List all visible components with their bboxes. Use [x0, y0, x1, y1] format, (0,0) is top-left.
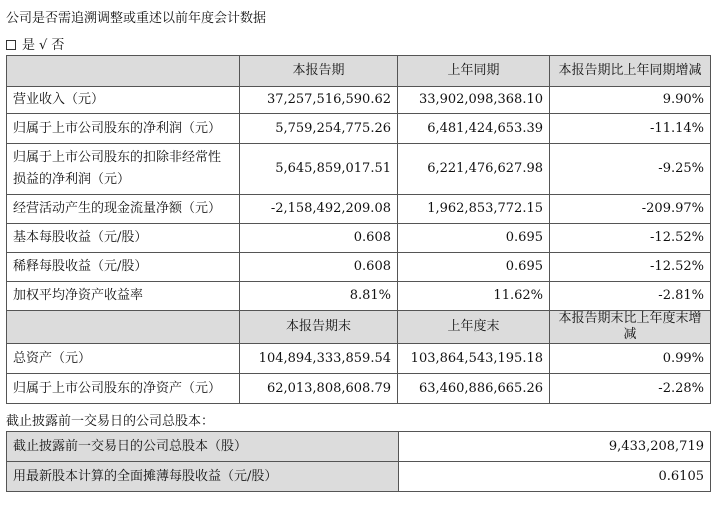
cell-value: 0.99% [550, 344, 711, 374]
cell-value: 0.608 [240, 253, 398, 282]
cell-value: -12.52% [550, 224, 711, 253]
option-no-label: 否 [51, 38, 65, 53]
table-row [7, 87, 711, 114]
cell-value: 6,221,476,627.98 [398, 144, 550, 195]
header-cell: 本报告期末比上年度末增减 [550, 311, 711, 344]
check-mark-icon: √ [39, 38, 48, 53]
restatement-question: 公司是否需追溯调整或重述以前年度会计数据 [6, 11, 267, 26]
row-label: 营业收入（元） [7, 87, 240, 114]
table-row [7, 374, 711, 404]
cell-value: 103,864,543,195.18 [398, 344, 550, 374]
header-cell: 本报告期 [240, 56, 398, 87]
cell-value: 6,481,424,653.39 [398, 114, 550, 144]
row-label: 归属于上市公司股东的净利润（元） [7, 114, 240, 144]
cell-value: 1,962,853,772.15 [398, 195, 550, 224]
restatement-options [6, 34, 64, 53]
table-row [7, 195, 711, 224]
table-row [7, 253, 711, 282]
cell-value: 0.695 [398, 224, 550, 253]
row-label: 归属于上市公司股东的扣除非经常性损益的净利润（元） [7, 144, 240, 195]
option-yes-label: 是 [22, 38, 36, 53]
header-cell [7, 56, 240, 87]
checkbox-icon [6, 40, 16, 50]
table-row [7, 344, 711, 374]
header-cell: 上年度末 [398, 311, 550, 344]
table-row [7, 432, 711, 462]
table-row [7, 462, 711, 492]
cell-value: 0.695 [398, 253, 550, 282]
table-row [7, 114, 711, 144]
cell-value: -2.28% [550, 374, 711, 404]
share-capital-caption: 截止披露前一交易日的公司总股本： [6, 414, 215, 429]
header-cell [7, 311, 240, 344]
cell-value: -2.81% [550, 282, 711, 311]
table-row [7, 282, 711, 311]
cell-value: 9,433,208,719 [399, 432, 711, 462]
row-label: 用最新股本计算的全面摊薄每股收益（元/股） [7, 462, 399, 492]
table-header-row [7, 56, 711, 87]
table-row [7, 224, 711, 253]
cell-value: 0.6105 [399, 462, 711, 492]
row-label: 经营活动产生的现金流量净额（元） [7, 195, 240, 224]
row-label: 总资产（元） [7, 344, 240, 374]
cell-value: 63,460,886,665.26 [398, 374, 550, 404]
cell-value: 62,013,808,608.79 [240, 374, 398, 404]
cell-value: 5,645,859,017.51 [240, 144, 398, 195]
cell-value: 8.81% [240, 282, 398, 311]
cell-value: -2,158,492,209.08 [240, 195, 398, 224]
cell-value: -9.25% [550, 144, 711, 195]
cell-value: 37,257,516,590.62 [240, 87, 398, 114]
row-label: 稀释每股收益（元/股） [7, 253, 240, 282]
cell-value: 5,759,254,775.26 [240, 114, 398, 144]
header-cell: 上年同期 [398, 56, 550, 87]
key-financials-table [6, 55, 711, 404]
share-capital-table [6, 431, 711, 492]
cell-value: 11.62% [398, 282, 550, 311]
row-label: 加权平均净资产收益率 [7, 282, 240, 311]
table-row [7, 144, 711, 195]
cell-value: 0.608 [240, 224, 398, 253]
cell-value: 104,894,333,859.54 [240, 344, 398, 374]
header-cell: 本报告期比上年同期增减 [550, 56, 711, 87]
table-header-row [7, 311, 711, 344]
row-label: 基本每股收益（元/股） [7, 224, 240, 253]
header-cell: 本报告期末 [240, 311, 398, 344]
cell-value: 33,902,098,368.10 [398, 87, 550, 114]
row-label: 截止披露前一交易日的公司总股本（股） [7, 432, 399, 462]
row-label: 归属于上市公司股东的净资产（元） [7, 374, 240, 404]
cell-value: -12.52% [550, 253, 711, 282]
cell-value: -11.14% [550, 114, 711, 144]
cell-value: 9.90% [550, 87, 711, 114]
cell-value: -209.97% [550, 195, 711, 224]
